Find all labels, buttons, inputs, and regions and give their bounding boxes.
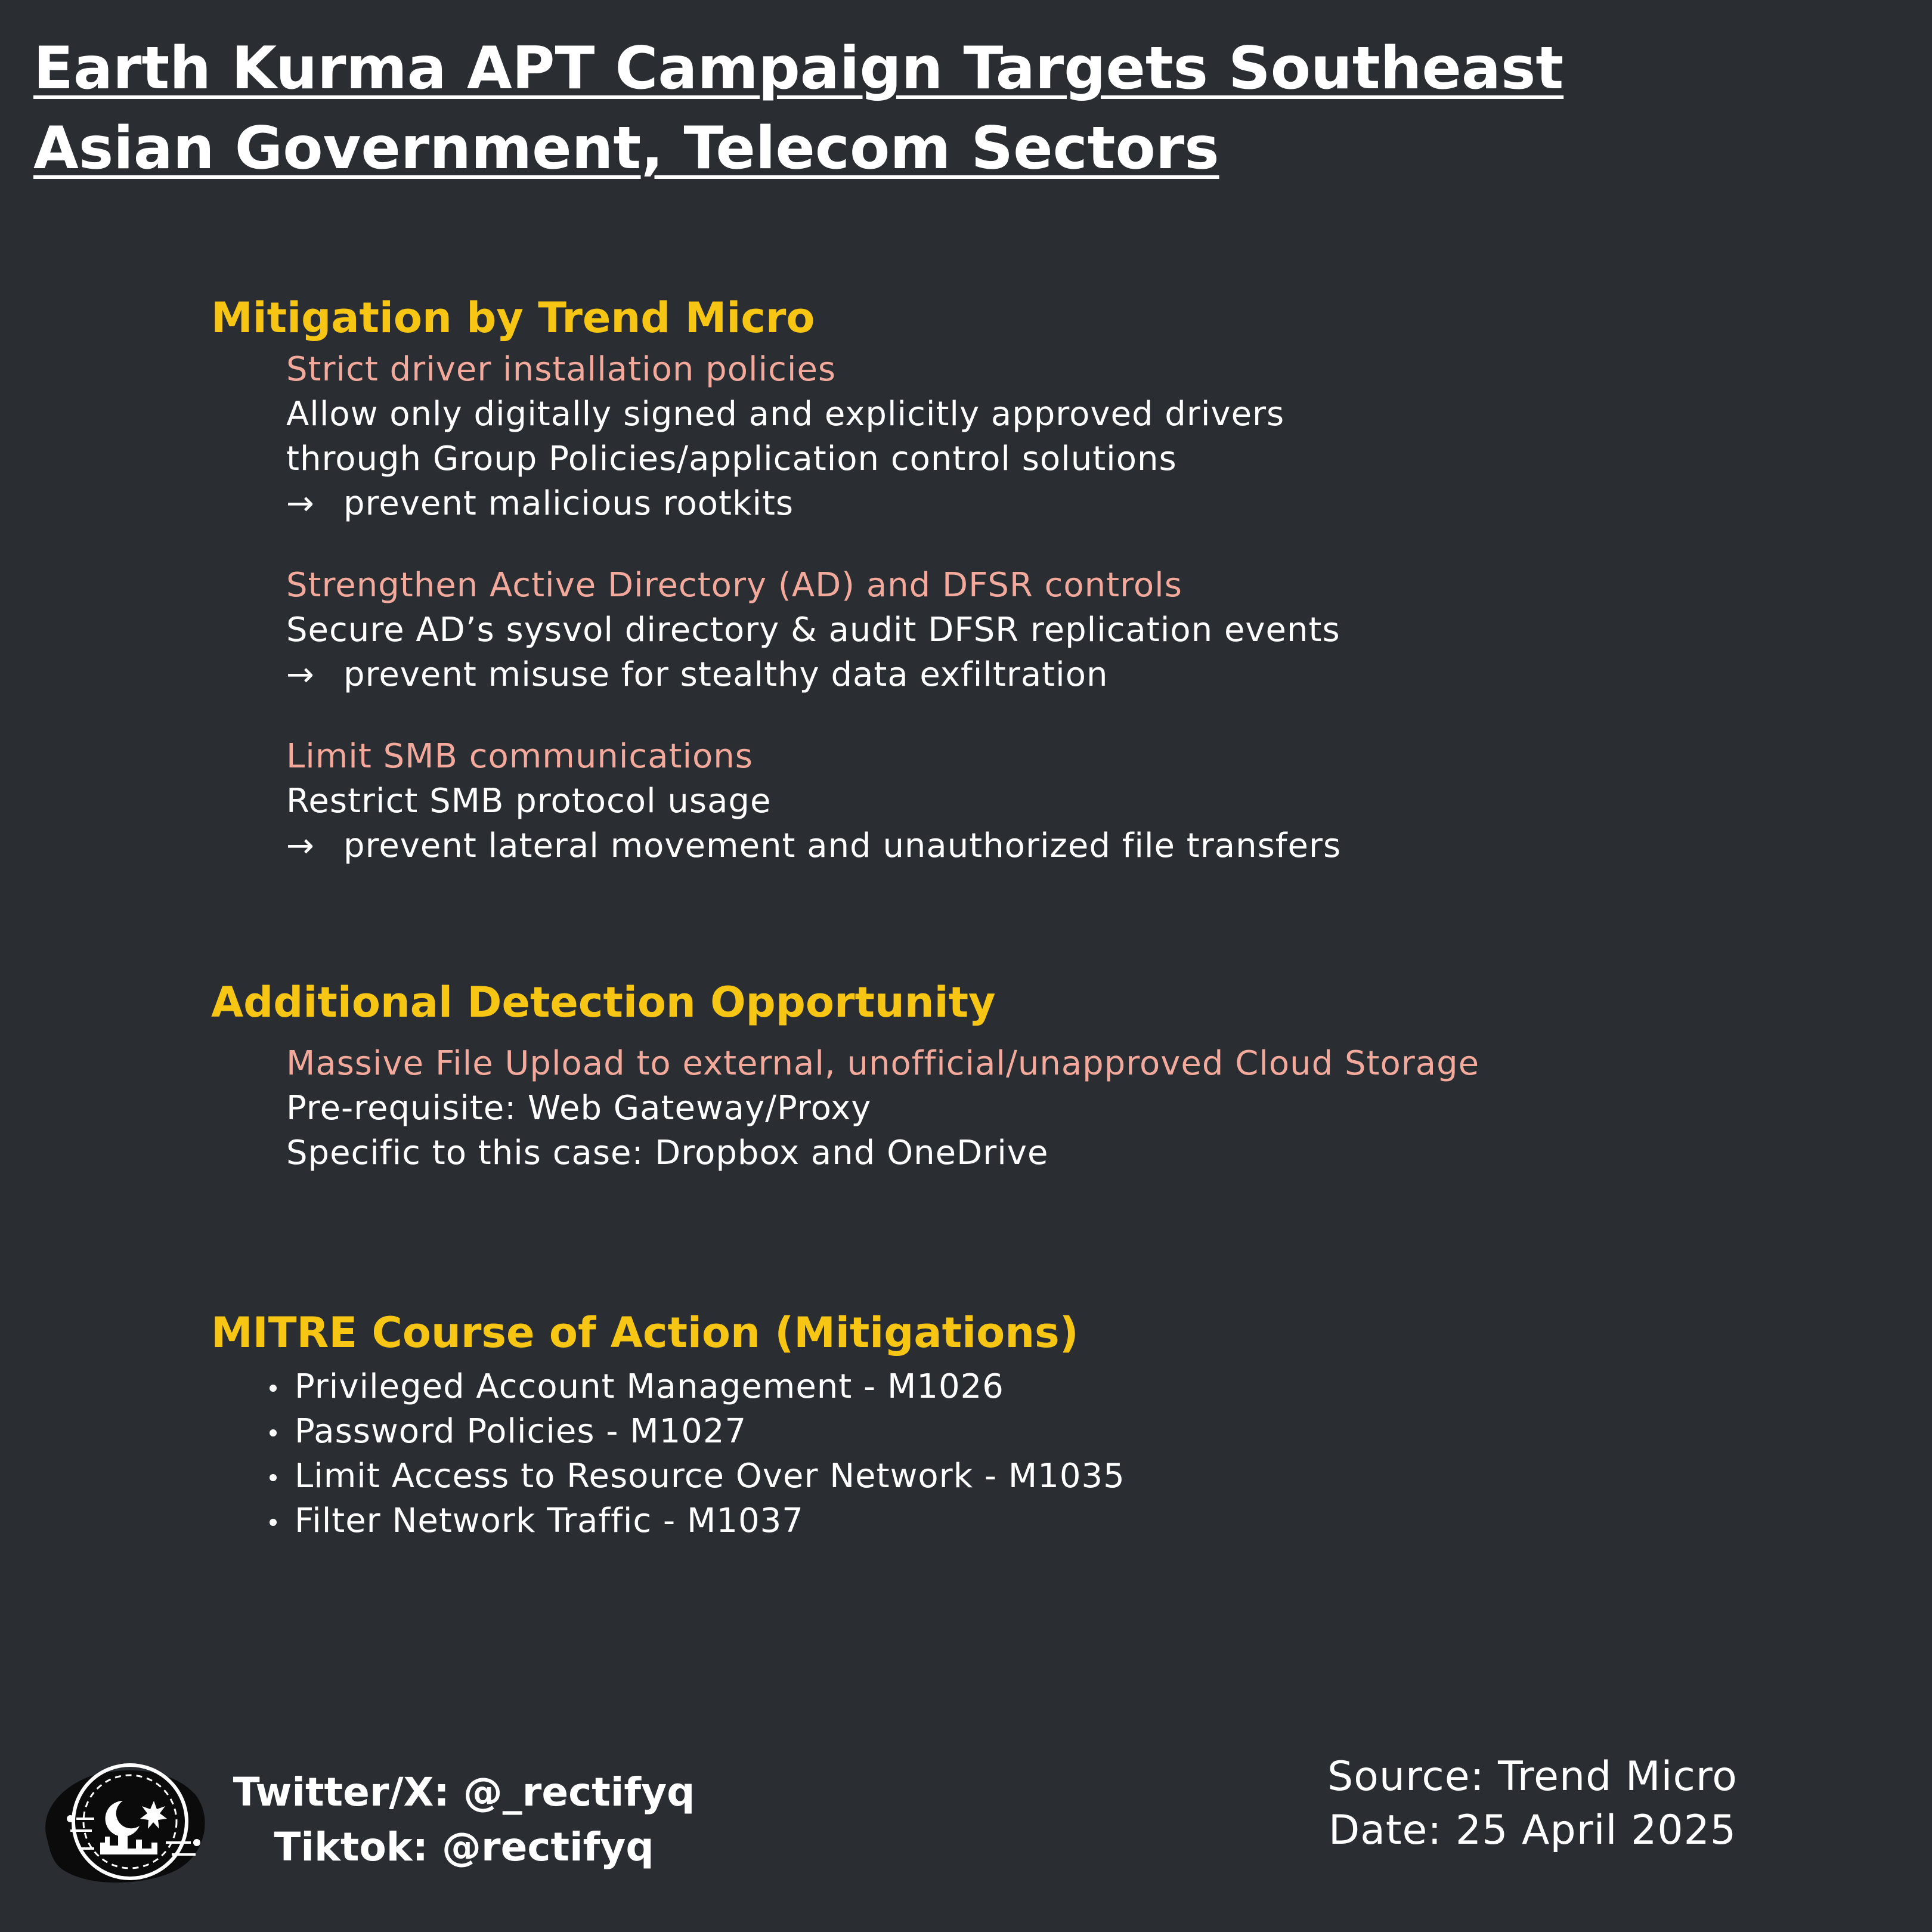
mitigation-section — [211, 291, 1881, 868]
mitigation-heading: Mitigation by Trend Micro — [211, 293, 815, 342]
mitigation-item-outcome — [286, 481, 1881, 526]
mitigation-item-outcome — [286, 823, 1881, 868]
mitigation-item-line: Restrict SMB protocol usage — [286, 782, 772, 821]
detection-heading: Additional Detection Opportunity — [211, 978, 996, 1027]
arrow-icon: → — [286, 655, 315, 694]
mitigation-item — [286, 734, 1881, 868]
mitigation-item — [286, 347, 1881, 526]
title-line-1: Earth Kurma APT Campaign Targets Southeast — [33, 35, 1564, 103]
detection-item-title: Massive File Upload to external, unofficial/unapproved Cloud Storage — [286, 1044, 1480, 1083]
source-text: Source: Trend Micro — [1327, 1753, 1738, 1800]
mitigation-item-line: through Group Policies/application control solutions — [286, 439, 1177, 478]
mitigation-item-outcome — [286, 652, 1881, 697]
mitigation-item-line: Secure AD’s sysvol directory & audit DFSR replication events — [286, 611, 1340, 649]
tiktok-handle[interactable]: Tiktok: @rectifyq — [274, 1824, 654, 1870]
detection-item — [286, 1041, 1881, 1175]
list-item: Limit Access to Resource Over Network - M1035 — [295, 1454, 1881, 1498]
outcome-text: prevent malicious rootkits — [343, 484, 794, 523]
detection-section — [211, 976, 1881, 1175]
source-info — [1270, 1750, 1795, 1857]
mitre-list — [211, 1364, 1881, 1543]
twitter-handle[interactable]: Twitter/X: @_rectifyq — [233, 1769, 695, 1815]
social-handles — [225, 1765, 702, 1875]
list-item: Privileged Account Management - M1026 — [295, 1364, 1881, 1409]
arrow-icon: → — [286, 484, 315, 523]
mitigation-item-title: Strengthen Active Directory (AD) and DFSR controls — [286, 566, 1182, 605]
list-item: Password Policies - M1027 — [295, 1409, 1881, 1454]
mitigation-item — [286, 563, 1881, 697]
title-line-2: Asian Government, Telecom Sectors — [33, 114, 1219, 182]
mitigation-item-line: Allow only digitally signed and explicitly approved drivers — [286, 395, 1285, 434]
mitre-section — [211, 1306, 1881, 1543]
detection-item-line: Specific to this case: Dropbox and OneDrive — [286, 1134, 1049, 1172]
mitre-heading: MITRE Course of Action (Mitigations) — [211, 1308, 1079, 1357]
date-text: Date: 25 April 2025 — [1328, 1807, 1737, 1854]
logo-emblem — [35, 1753, 213, 1890]
detection-item-line: Pre-requisite: Web Gateway/Proxy — [286, 1089, 872, 1128]
mitigation-item-title: Strict driver installation policies — [286, 350, 837, 389]
list-item: Filter Network Traffic - M1037 — [295, 1498, 1881, 1543]
outcome-text: prevent misuse for stealthy data exfiltration — [343, 655, 1109, 694]
page-title — [33, 29, 1643, 188]
arrow-icon: → — [286, 826, 315, 865]
outcome-text: prevent lateral movement and unauthorized file transfers — [343, 826, 1342, 865]
mitigation-item-title: Limit SMB communications — [286, 737, 753, 776]
